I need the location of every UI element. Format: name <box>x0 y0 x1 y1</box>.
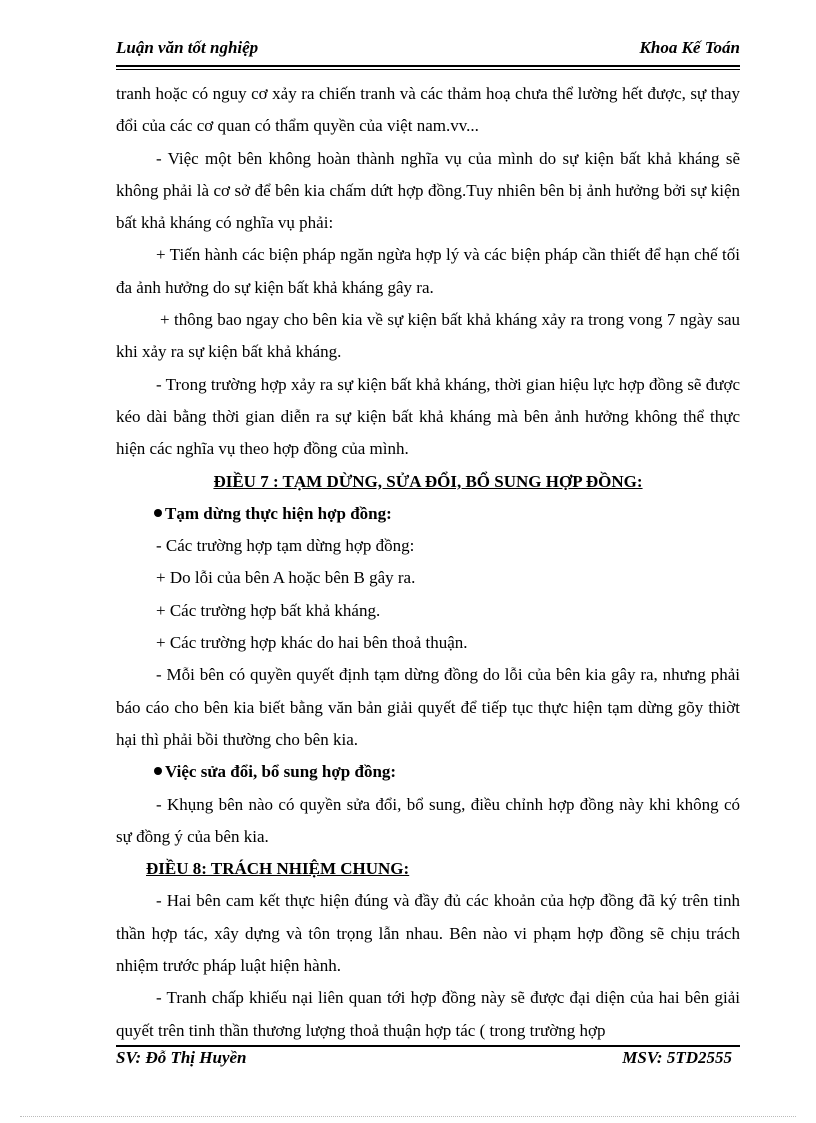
paragraph: - Trong trường hợp xảy ra sự kiện bất khả kháng, thời gian hiệu lực hợp đồng sẽ được kéo dài bằng thời gian diễn ra sự kiện bất khả kháng mà bên ảnh hưởng không thể thực hiện các nghĩa vụ theo hợp đồng của mình. <box>116 374 740 459</box>
footer-rule <box>116 1045 740 1047</box>
page-edge-divider <box>20 1116 796 1117</box>
header-rule-thin <box>116 69 740 70</box>
footer-student-id: MSV: 5TD2555 <box>622 1048 732 1067</box>
paragraph: + thông bao ngay cho bên kia về sự kiện bất khả kháng xảy ra trong vong 7 ngày sau khi xảy ra sự kiện bất khả kháng. <box>116 310 740 362</box>
page-footer <box>116 1048 740 1072</box>
paragraph: + Do lỗi của bên A hoặc bên B gây ra. <box>156 568 416 588</box>
bullet-icon <box>154 509 162 517</box>
footer-student-name: SV: Đỗ Thị Huyền <box>116 1048 247 1067</box>
header-faculty: Khoa Kế Toán <box>639 38 740 57</box>
paragraph: - Khụng bên nào có quyền sửa đổi, bổ sung, điều chỉnh hợp đồng này khi không có sự đồng ý của bên kia. <box>116 794 740 846</box>
bullet-label: Việc sửa đổi, bổ sung hợp đồng: <box>165 762 397 782</box>
header-rule <box>116 65 740 67</box>
paragraph: + Các trường hợp bất khả kháng. <box>156 600 381 620</box>
paragraph: - Tranh chấp khiếu nại liên quan tới hợp đồng này sẽ được đại diện của hai bên giải quyết trên tinh thần thương lượng thoả thuận hợp tác ( trong trường hợp <box>116 988 740 1040</box>
paragraph: - Việc một bên không hoàn thành nghĩa vụ của mình do sự kiện bất khả kháng sẽ không phải là cơ sở để bên kia chấm dứt hợp đồng.Tuy nhiên bên bị ảnh hưởng bởi sự kiện bất khả kháng có nghĩa vụ phải: <box>116 148 740 233</box>
paragraph: tranh hoặc có nguy cơ xảy ra chiến tranh và các thảm hoạ chưa thể lường hết được, sự thay đổi của các cơ quan có thẩm quyền của việt nam.vv... <box>116 84 740 136</box>
document-body <box>116 78 740 1047</box>
bullet-item <box>116 756 740 788</box>
section-heading-article-7: ĐIỀU 7 : TẠM DỪNG, SỬA ĐỔI, BỔ SUNG HỢP ĐỒNG: <box>213 471 643 491</box>
paragraph: - Các trường hợp tạm dừng hợp đồng: <box>156 536 415 556</box>
bullet-item <box>116 498 740 530</box>
paragraph: - Hai bên cam kết thực hiện đúng và đầy đủ các khoản của hợp đồng đã ký trên tinh thần hợp tác, xây dựng và tôn trọng lẫn nhau. Bên nào vi phạm hợp đồng sẽ chịu trách nhiệm trước pháp luật hiện hành. <box>116 891 740 976</box>
paragraph: + Tiến hành các biện pháp ngăn ngừa hợp lý và các biện pháp cần thiết để hạn chế tối đa ảnh hưởng do sự kiện bất khả kháng gây ra. <box>116 245 740 297</box>
page-header <box>116 38 740 62</box>
header-thesis-title: Luận văn tốt nghiệp <box>116 38 259 57</box>
paragraph: - Mỗi bên có quyền quyết định tạm dừng đồng do lỗi của bên kia gây ra, nhưng phải báo cáo cho bên kia biết bằng văn bản giải quyết để tiếp tục thực hiện tạm dừng gõy thiờt hại thì phải bồi thường cho bên kia. <box>116 665 740 749</box>
paragraph: + Các trường hợp khác do hai bên thoả thuận. <box>156 633 468 653</box>
bullet-label: Tạm dừng thực hiện hợp đồng: <box>165 503 392 523</box>
section-heading-article-8: ĐIỀU 8: TRÁCH NHIỆM CHUNG: <box>146 859 410 879</box>
bullet-icon <box>154 767 162 775</box>
